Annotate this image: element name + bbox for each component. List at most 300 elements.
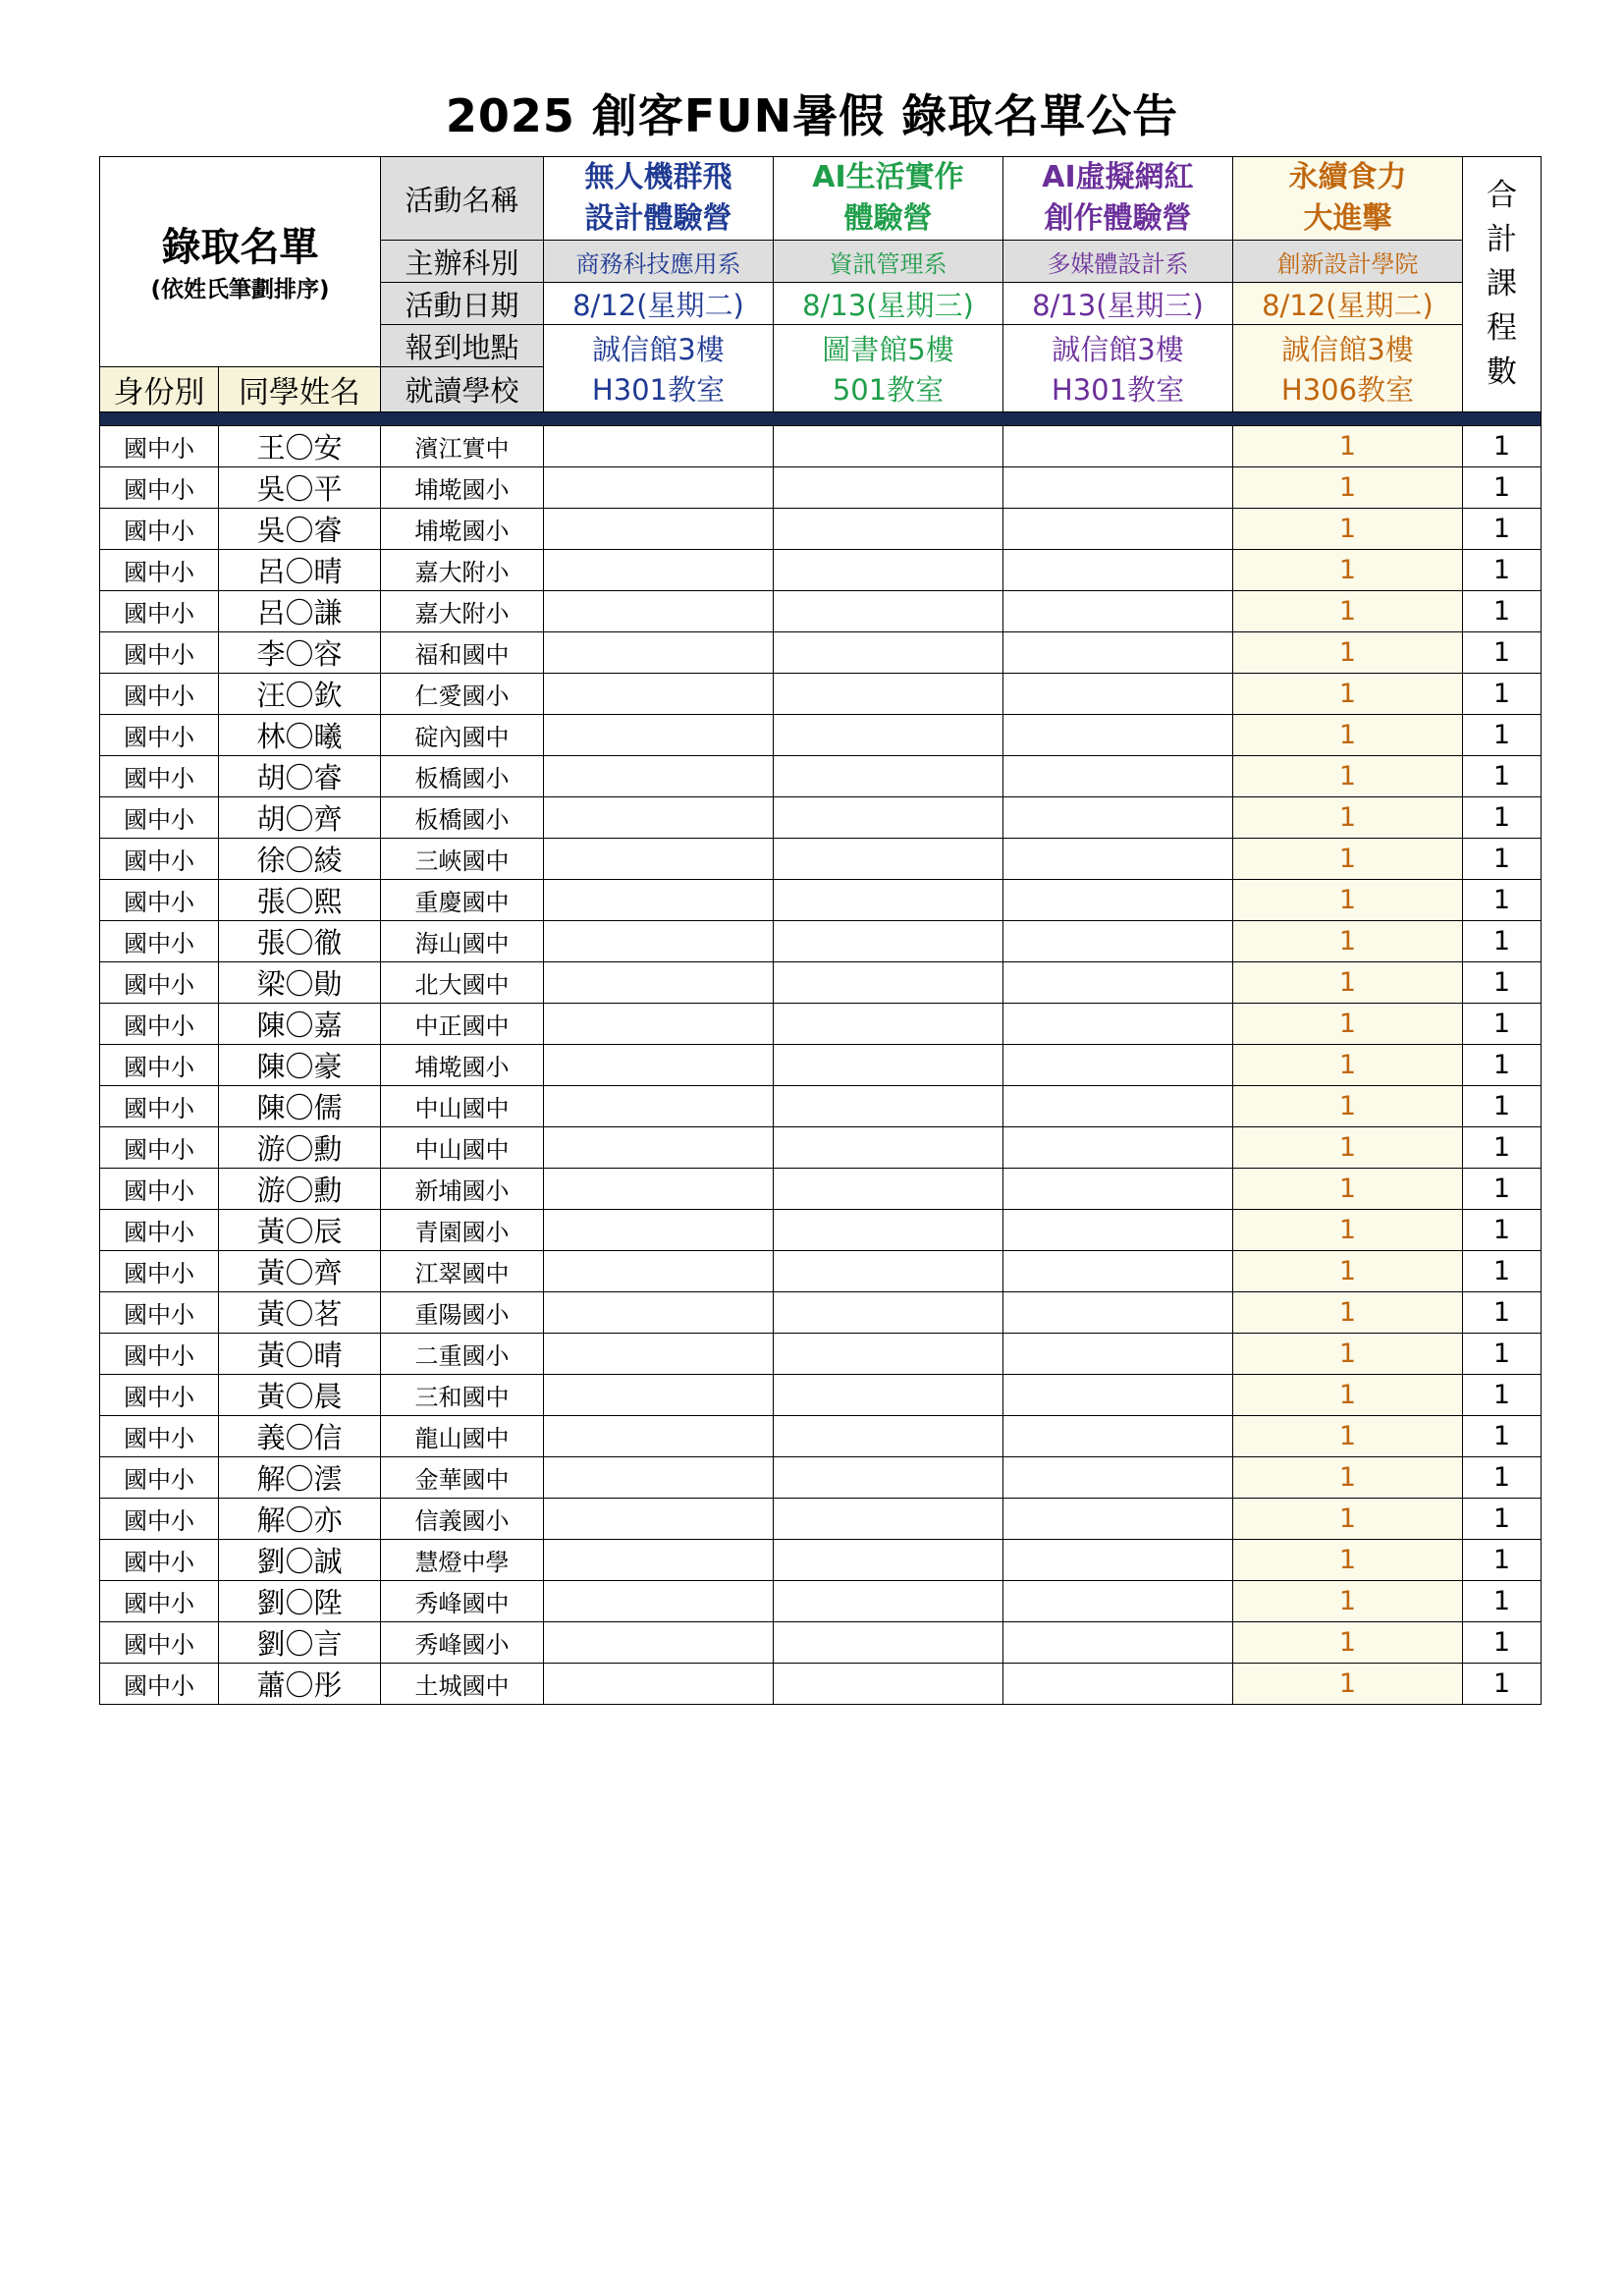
activity-3-cell bbox=[1003, 1004, 1233, 1045]
total-cell: 1 bbox=[1463, 550, 1542, 591]
activity-2-cell bbox=[774, 1540, 1003, 1581]
student-name-cell: 胡〇齊 bbox=[219, 797, 381, 839]
organizer-label: 主辦科別 bbox=[381, 241, 544, 283]
activity-2-cell bbox=[774, 1664, 1003, 1705]
identity-cell: 國中小 bbox=[100, 1540, 219, 1581]
student-name-cell: 徐〇綾 bbox=[219, 839, 381, 880]
identity-cell: 國中小 bbox=[100, 756, 219, 797]
activity-4-cell: 1 bbox=[1233, 839, 1463, 880]
total-cell: 1 bbox=[1463, 1334, 1542, 1375]
activity-3-cell bbox=[1003, 797, 1233, 839]
student-name-cell: 陳〇豪 bbox=[219, 1045, 381, 1086]
activity-4-cell: 1 bbox=[1233, 1499, 1463, 1540]
activity-1-cell bbox=[544, 1127, 774, 1169]
school-cell: 中山國中 bbox=[381, 1127, 544, 1169]
total-cell: 1 bbox=[1463, 1251, 1542, 1292]
student-name-cell: 梁〇勛 bbox=[219, 962, 381, 1004]
identity-cell: 國中小 bbox=[100, 1664, 219, 1705]
school-cell: 中山國中 bbox=[381, 1086, 544, 1127]
school-cell: 濱江實中 bbox=[381, 426, 544, 467]
activity-2-cell bbox=[774, 1499, 1003, 1540]
total-cell: 1 bbox=[1463, 591, 1542, 632]
activity-1-cell bbox=[544, 1622, 774, 1664]
activity-1-cell bbox=[544, 1045, 774, 1086]
total-cell: 1 bbox=[1463, 1540, 1542, 1581]
activity-3-cell bbox=[1003, 1251, 1233, 1292]
activity-3-cell bbox=[1003, 1086, 1233, 1127]
table-row bbox=[100, 797, 1542, 839]
school-cell: 板橋國小 bbox=[381, 797, 544, 839]
identity-cell: 國中小 bbox=[100, 1210, 219, 1251]
activity-1-date: 8/12(星期二) bbox=[544, 283, 774, 325]
activity-1-cell bbox=[544, 1664, 774, 1705]
activity-1-cell bbox=[544, 839, 774, 880]
total-cell: 1 bbox=[1463, 756, 1542, 797]
student-name-cell: 吳〇睿 bbox=[219, 509, 381, 550]
activity-4-cell: 1 bbox=[1233, 467, 1463, 509]
student-name-cell: 林〇曦 bbox=[219, 715, 381, 756]
table-row bbox=[100, 1292, 1542, 1334]
activity-3-cell bbox=[1003, 1664, 1233, 1705]
activity-2-location: 圖書館5樓 501教室 bbox=[774, 325, 1003, 412]
identity-cell: 國中小 bbox=[100, 962, 219, 1004]
activity-4-cell: 1 bbox=[1233, 674, 1463, 715]
table-row bbox=[100, 1375, 1542, 1416]
activity-4-cell: 1 bbox=[1233, 797, 1463, 839]
activity-3-cell bbox=[1003, 1127, 1233, 1169]
identity-cell: 國中小 bbox=[100, 1499, 219, 1540]
activity-3-cell bbox=[1003, 756, 1233, 797]
table-row bbox=[100, 1499, 1542, 1540]
student-name-cell: 黃〇辰 bbox=[219, 1210, 381, 1251]
total-cell: 1 bbox=[1463, 1045, 1542, 1086]
total-cell: 1 bbox=[1463, 1292, 1542, 1334]
activity-1-cell bbox=[544, 509, 774, 550]
student-name-cell: 蕭〇彤 bbox=[219, 1664, 381, 1705]
activity-1-cell bbox=[544, 1375, 774, 1416]
identity-cell: 國中小 bbox=[100, 921, 219, 962]
student-name-cell: 黃〇晨 bbox=[219, 1375, 381, 1416]
activity-4-cell: 1 bbox=[1233, 591, 1463, 632]
total-cell: 1 bbox=[1463, 632, 1542, 674]
activity-4-cell: 1 bbox=[1233, 1416, 1463, 1457]
activity-1-cell bbox=[544, 1210, 774, 1251]
school-cell: 北大國中 bbox=[381, 962, 544, 1004]
activity-4-cell: 1 bbox=[1233, 1251, 1463, 1292]
activity-2-name: AI生活實作 體驗營 bbox=[774, 157, 1003, 241]
activity-2-cell bbox=[774, 426, 1003, 467]
activity-4-name: 永續食力 大進擊 bbox=[1233, 157, 1463, 241]
activity-4-date: 8/12(星期二) bbox=[1233, 283, 1463, 325]
activity-3-cell bbox=[1003, 550, 1233, 591]
activity-3-cell bbox=[1003, 1292, 1233, 1334]
roster-title: 錄取名單 bbox=[161, 224, 319, 270]
student-name-cell: 解〇亦 bbox=[219, 1499, 381, 1540]
identity-cell: 國中小 bbox=[100, 632, 219, 674]
student-name-cell: 張〇徹 bbox=[219, 921, 381, 962]
activity-3-cell bbox=[1003, 1622, 1233, 1664]
activity-1-cell bbox=[544, 1334, 774, 1375]
activity-4-cell: 1 bbox=[1233, 426, 1463, 467]
activity-3-cell bbox=[1003, 880, 1233, 921]
activity-1-cell bbox=[544, 1499, 774, 1540]
table-row bbox=[100, 1251, 1542, 1292]
total-cell: 1 bbox=[1463, 1457, 1542, 1499]
school-cell: 嘉大附小 bbox=[381, 550, 544, 591]
school-cell: 三峽國中 bbox=[381, 839, 544, 880]
school-cell: 新埔國小 bbox=[381, 1169, 544, 1210]
table-row bbox=[100, 467, 1542, 509]
activity-3-cell bbox=[1003, 1334, 1233, 1375]
activity-1-cell bbox=[544, 756, 774, 797]
school-cell: 板橋國小 bbox=[381, 756, 544, 797]
school-cell: 江翠國中 bbox=[381, 1251, 544, 1292]
student-name-cell: 義〇信 bbox=[219, 1416, 381, 1457]
school-cell: 青園國小 bbox=[381, 1210, 544, 1251]
activity-1-cell bbox=[544, 467, 774, 509]
activity-4-cell: 1 bbox=[1233, 715, 1463, 756]
activity-2-cell bbox=[774, 1292, 1003, 1334]
total-cell: 1 bbox=[1463, 797, 1542, 839]
activity-1-cell bbox=[544, 632, 774, 674]
activity-2-cell bbox=[774, 797, 1003, 839]
identity-cell: 國中小 bbox=[100, 797, 219, 839]
table-row bbox=[100, 591, 1542, 632]
total-cell: 1 bbox=[1463, 839, 1542, 880]
table-row bbox=[100, 674, 1542, 715]
student-name-cell: 黃〇茗 bbox=[219, 1292, 381, 1334]
activity-4-cell: 1 bbox=[1233, 550, 1463, 591]
activity-2-cell bbox=[774, 1375, 1003, 1416]
identity-cell: 國中小 bbox=[100, 1622, 219, 1664]
activity-2-cell bbox=[774, 1169, 1003, 1210]
admission-table bbox=[99, 156, 1542, 1705]
activity-2-cell bbox=[774, 1210, 1003, 1251]
student-name-cell: 胡〇睿 bbox=[219, 756, 381, 797]
total-cell: 1 bbox=[1463, 1581, 1542, 1622]
activity-2-cell bbox=[774, 880, 1003, 921]
table-row bbox=[100, 880, 1542, 921]
activity-1-cell bbox=[544, 1581, 774, 1622]
student-name-cell: 汪〇欽 bbox=[219, 674, 381, 715]
student-name-cell: 劉〇言 bbox=[219, 1622, 381, 1664]
identity-cell: 國中小 bbox=[100, 426, 219, 467]
identity-cell: 國中小 bbox=[100, 1416, 219, 1457]
total-cell: 1 bbox=[1463, 962, 1542, 1004]
school-cell: 信義國小 bbox=[381, 1499, 544, 1540]
activity-1-location: 誠信館3樓 H301教室 bbox=[544, 325, 774, 412]
school-cell: 仁愛國小 bbox=[381, 674, 544, 715]
total-cell: 1 bbox=[1463, 1127, 1542, 1169]
location-label: 報到地點 bbox=[381, 325, 544, 367]
student-name-cell: 呂〇謙 bbox=[219, 591, 381, 632]
activity-3-name: AI虛擬網紅 創作體驗營 bbox=[1003, 157, 1233, 241]
student-rows bbox=[100, 426, 1542, 1705]
total-cell: 1 bbox=[1463, 426, 1542, 467]
activity-3-cell bbox=[1003, 632, 1233, 674]
table-row bbox=[100, 1540, 1542, 1581]
activity-2-cell bbox=[774, 962, 1003, 1004]
activity-4-cell: 1 bbox=[1233, 880, 1463, 921]
identity-cell: 國中小 bbox=[100, 1251, 219, 1292]
activity-3-cell bbox=[1003, 1210, 1233, 1251]
school-cell: 土城國中 bbox=[381, 1664, 544, 1705]
activity-2-cell bbox=[774, 756, 1003, 797]
identity-cell: 國中小 bbox=[100, 1127, 219, 1169]
activity-2-cell bbox=[774, 1622, 1003, 1664]
activity-3-cell bbox=[1003, 467, 1233, 509]
table-row bbox=[100, 1210, 1542, 1251]
identity-cell: 國中小 bbox=[100, 1457, 219, 1499]
student-name-cell: 黃〇齊 bbox=[219, 1251, 381, 1292]
activity-1-cell bbox=[544, 921, 774, 962]
activity-4-cell: 1 bbox=[1233, 1375, 1463, 1416]
activity-4-cell: 1 bbox=[1233, 1169, 1463, 1210]
activity-2-date: 8/13(星期三) bbox=[774, 283, 1003, 325]
activity-2-dept: 資訊管理系 bbox=[774, 241, 1003, 283]
table-row bbox=[100, 921, 1542, 962]
activity-3-cell bbox=[1003, 1581, 1233, 1622]
activity-4-cell: 1 bbox=[1233, 1086, 1463, 1127]
activity-4-dept: 創新設計學院 bbox=[1233, 241, 1463, 283]
roster-block bbox=[100, 157, 381, 367]
activity-1-cell bbox=[544, 797, 774, 839]
activity-3-cell bbox=[1003, 591, 1233, 632]
total-cell: 1 bbox=[1463, 1004, 1542, 1045]
activity-1-cell bbox=[544, 1086, 774, 1127]
school-cell: 秀峰國中 bbox=[381, 1581, 544, 1622]
school-cell: 二重國小 bbox=[381, 1334, 544, 1375]
school-cell: 嘉大附小 bbox=[381, 591, 544, 632]
identity-cell: 國中小 bbox=[100, 1375, 219, 1416]
activity-2-cell bbox=[774, 715, 1003, 756]
school-cell: 三和國中 bbox=[381, 1375, 544, 1416]
school-cell: 中正國中 bbox=[381, 1004, 544, 1045]
activity-2-cell bbox=[774, 1581, 1003, 1622]
total-cell: 1 bbox=[1463, 880, 1542, 921]
table-row bbox=[100, 426, 1542, 467]
date-label: 活動日期 bbox=[381, 283, 544, 325]
activity-2-cell bbox=[774, 467, 1003, 509]
total-cell: 1 bbox=[1463, 1375, 1542, 1416]
table-row bbox=[100, 1457, 1542, 1499]
activity-2-cell bbox=[774, 632, 1003, 674]
activity-1-cell bbox=[544, 1457, 774, 1499]
activity-4-cell: 1 bbox=[1233, 632, 1463, 674]
activity-4-cell: 1 bbox=[1233, 1622, 1463, 1664]
activity-2-cell bbox=[774, 550, 1003, 591]
student-name-cell: 李〇容 bbox=[219, 632, 381, 674]
activity-2-cell bbox=[774, 509, 1003, 550]
activity-1-cell bbox=[544, 1169, 774, 1210]
activity-1-cell bbox=[544, 1004, 774, 1045]
table-row bbox=[100, 756, 1542, 797]
activity-4-cell: 1 bbox=[1233, 1004, 1463, 1045]
activity-1-cell bbox=[544, 1251, 774, 1292]
table-row bbox=[100, 1004, 1542, 1045]
activity-2-cell bbox=[774, 1127, 1003, 1169]
activity-3-cell bbox=[1003, 962, 1233, 1004]
school-cell: 重慶國中 bbox=[381, 880, 544, 921]
activity-4-cell: 1 bbox=[1233, 1127, 1463, 1169]
table-row bbox=[100, 1622, 1542, 1664]
activity-3-cell bbox=[1003, 1457, 1233, 1499]
school-header: 就讀學校 bbox=[381, 367, 544, 412]
activity-4-cell: 1 bbox=[1233, 1210, 1463, 1251]
activity-3-cell bbox=[1003, 1375, 1233, 1416]
school-cell: 海山國中 bbox=[381, 921, 544, 962]
activity-2-cell bbox=[774, 674, 1003, 715]
activity-3-cell bbox=[1003, 509, 1233, 550]
activity-3-date: 8/13(星期三) bbox=[1003, 283, 1233, 325]
total-cell: 1 bbox=[1463, 467, 1542, 509]
student-name-cell: 王〇安 bbox=[219, 426, 381, 467]
school-cell: 埔墘國小 bbox=[381, 467, 544, 509]
total-cell: 1 bbox=[1463, 921, 1542, 962]
activity-4-cell: 1 bbox=[1233, 1581, 1463, 1622]
activity-1-cell bbox=[544, 426, 774, 467]
activity-4-cell: 1 bbox=[1233, 1540, 1463, 1581]
activity-4-cell: 1 bbox=[1233, 962, 1463, 1004]
identity-cell: 國中小 bbox=[100, 1086, 219, 1127]
total-cell: 1 bbox=[1463, 509, 1542, 550]
identity-cell: 國中小 bbox=[100, 467, 219, 509]
activity-2-cell bbox=[774, 1004, 1003, 1045]
activity-2-cell bbox=[774, 921, 1003, 962]
total-cell: 1 bbox=[1463, 1664, 1542, 1705]
student-name-cell: 黃〇晴 bbox=[219, 1334, 381, 1375]
identity-cell: 國中小 bbox=[100, 839, 219, 880]
activity-name-label: 活動名稱 bbox=[381, 157, 544, 241]
student-name-cell: 劉〇誠 bbox=[219, 1540, 381, 1581]
table-row bbox=[100, 509, 1542, 550]
activity-3-cell bbox=[1003, 1499, 1233, 1540]
activity-3-cell bbox=[1003, 426, 1233, 467]
table-row bbox=[100, 550, 1542, 591]
activity-1-cell bbox=[544, 1416, 774, 1457]
identity-cell: 國中小 bbox=[100, 880, 219, 921]
identity-cell: 國中小 bbox=[100, 1581, 219, 1622]
identity-header: 身份別 bbox=[100, 367, 219, 412]
activity-1-cell bbox=[544, 880, 774, 921]
activity-2-cell bbox=[774, 1251, 1003, 1292]
school-cell: 埔墘國小 bbox=[381, 1045, 544, 1086]
table-row bbox=[100, 715, 1542, 756]
separator-bar bbox=[100, 412, 1542, 426]
activity-3-cell bbox=[1003, 1169, 1233, 1210]
activity-1-cell bbox=[544, 550, 774, 591]
identity-cell: 國中小 bbox=[100, 1292, 219, 1334]
activity-2-cell bbox=[774, 1457, 1003, 1499]
activity-1-cell bbox=[544, 1540, 774, 1581]
student-name-cell: 陳〇嘉 bbox=[219, 1004, 381, 1045]
table-row bbox=[100, 632, 1542, 674]
activity-4-cell: 1 bbox=[1233, 1457, 1463, 1499]
student-name-cell: 吳〇平 bbox=[219, 467, 381, 509]
identity-cell: 國中小 bbox=[100, 591, 219, 632]
table-row bbox=[100, 1334, 1542, 1375]
activity-4-cell: 1 bbox=[1233, 921, 1463, 962]
activity-3-cell bbox=[1003, 1540, 1233, 1581]
school-cell: 碇內國中 bbox=[381, 715, 544, 756]
student-name-cell: 張〇熙 bbox=[219, 880, 381, 921]
activity-3-cell bbox=[1003, 839, 1233, 880]
school-cell: 秀峰國小 bbox=[381, 1622, 544, 1664]
table-row bbox=[100, 1581, 1542, 1622]
activity-1-cell bbox=[544, 591, 774, 632]
activity-2-cell bbox=[774, 591, 1003, 632]
table-row bbox=[100, 1416, 1542, 1457]
activity-1-name: 無人機群飛 設計體驗營 bbox=[544, 157, 774, 241]
school-cell: 埔墘國小 bbox=[381, 509, 544, 550]
activity-4-cell: 1 bbox=[1233, 1292, 1463, 1334]
header-separator bbox=[100, 412, 1542, 426]
identity-cell: 國中小 bbox=[100, 1334, 219, 1375]
activity-4-location: 誠信館3樓 H306教室 bbox=[1233, 325, 1463, 412]
roster-subtitle: (依姓氏筆劃排序) bbox=[150, 276, 330, 302]
activity-2-cell bbox=[774, 1045, 1003, 1086]
student-name-cell: 游〇勳 bbox=[219, 1169, 381, 1210]
table-row bbox=[100, 1086, 1542, 1127]
identity-cell: 國中小 bbox=[100, 1045, 219, 1086]
total-cell: 1 bbox=[1463, 1499, 1542, 1540]
table-row bbox=[100, 1169, 1542, 1210]
activity-4-cell: 1 bbox=[1233, 756, 1463, 797]
total-cell: 1 bbox=[1463, 1416, 1542, 1457]
activity-3-cell bbox=[1003, 715, 1233, 756]
school-cell: 福和國中 bbox=[381, 632, 544, 674]
school-cell: 重陽國小 bbox=[381, 1292, 544, 1334]
total-cell: 1 bbox=[1463, 1210, 1542, 1251]
activity-2-cell bbox=[774, 839, 1003, 880]
activity-3-location: 誠信館3樓 H301教室 bbox=[1003, 325, 1233, 412]
student-name-cell: 解〇澐 bbox=[219, 1457, 381, 1499]
table-row bbox=[100, 962, 1542, 1004]
total-cell: 1 bbox=[1463, 715, 1542, 756]
school-cell: 金華國中 bbox=[381, 1457, 544, 1499]
total-cell: 1 bbox=[1463, 1086, 1542, 1127]
identity-cell: 國中小 bbox=[100, 509, 219, 550]
activity-4-cell: 1 bbox=[1233, 509, 1463, 550]
activity-1-cell bbox=[544, 962, 774, 1004]
school-cell: 慧燈中學 bbox=[381, 1540, 544, 1581]
activity-3-cell bbox=[1003, 1416, 1233, 1457]
activity-3-cell bbox=[1003, 1045, 1233, 1086]
identity-cell: 國中小 bbox=[100, 715, 219, 756]
total-cell: 1 bbox=[1463, 1169, 1542, 1210]
page-title: 2025 創客FUN暑假 錄取名單公告 bbox=[445, 89, 1179, 142]
activity-3-cell bbox=[1003, 921, 1233, 962]
activity-2-cell bbox=[774, 1334, 1003, 1375]
student-name-cell: 呂〇晴 bbox=[219, 550, 381, 591]
activity-1-dept: 商務科技應用系 bbox=[544, 241, 774, 283]
total-cell: 1 bbox=[1463, 1622, 1542, 1664]
activity-4-cell: 1 bbox=[1233, 1045, 1463, 1086]
identity-cell: 國中小 bbox=[100, 550, 219, 591]
identity-cell: 國中小 bbox=[100, 674, 219, 715]
total-cell: 1 bbox=[1463, 674, 1542, 715]
activity-3-cell bbox=[1003, 674, 1233, 715]
activity-3-dept: 多媒體設計系 bbox=[1003, 241, 1233, 283]
activity-1-cell bbox=[544, 1292, 774, 1334]
student-name-cell: 劉〇陞 bbox=[219, 1581, 381, 1622]
activity-2-cell bbox=[774, 1086, 1003, 1127]
identity-cell: 國中小 bbox=[100, 1169, 219, 1210]
table-row bbox=[100, 1045, 1542, 1086]
total-courses-header: 合計課程數 bbox=[1463, 157, 1542, 412]
activity-4-cell: 1 bbox=[1233, 1664, 1463, 1705]
school-cell: 龍山國中 bbox=[381, 1416, 544, 1457]
